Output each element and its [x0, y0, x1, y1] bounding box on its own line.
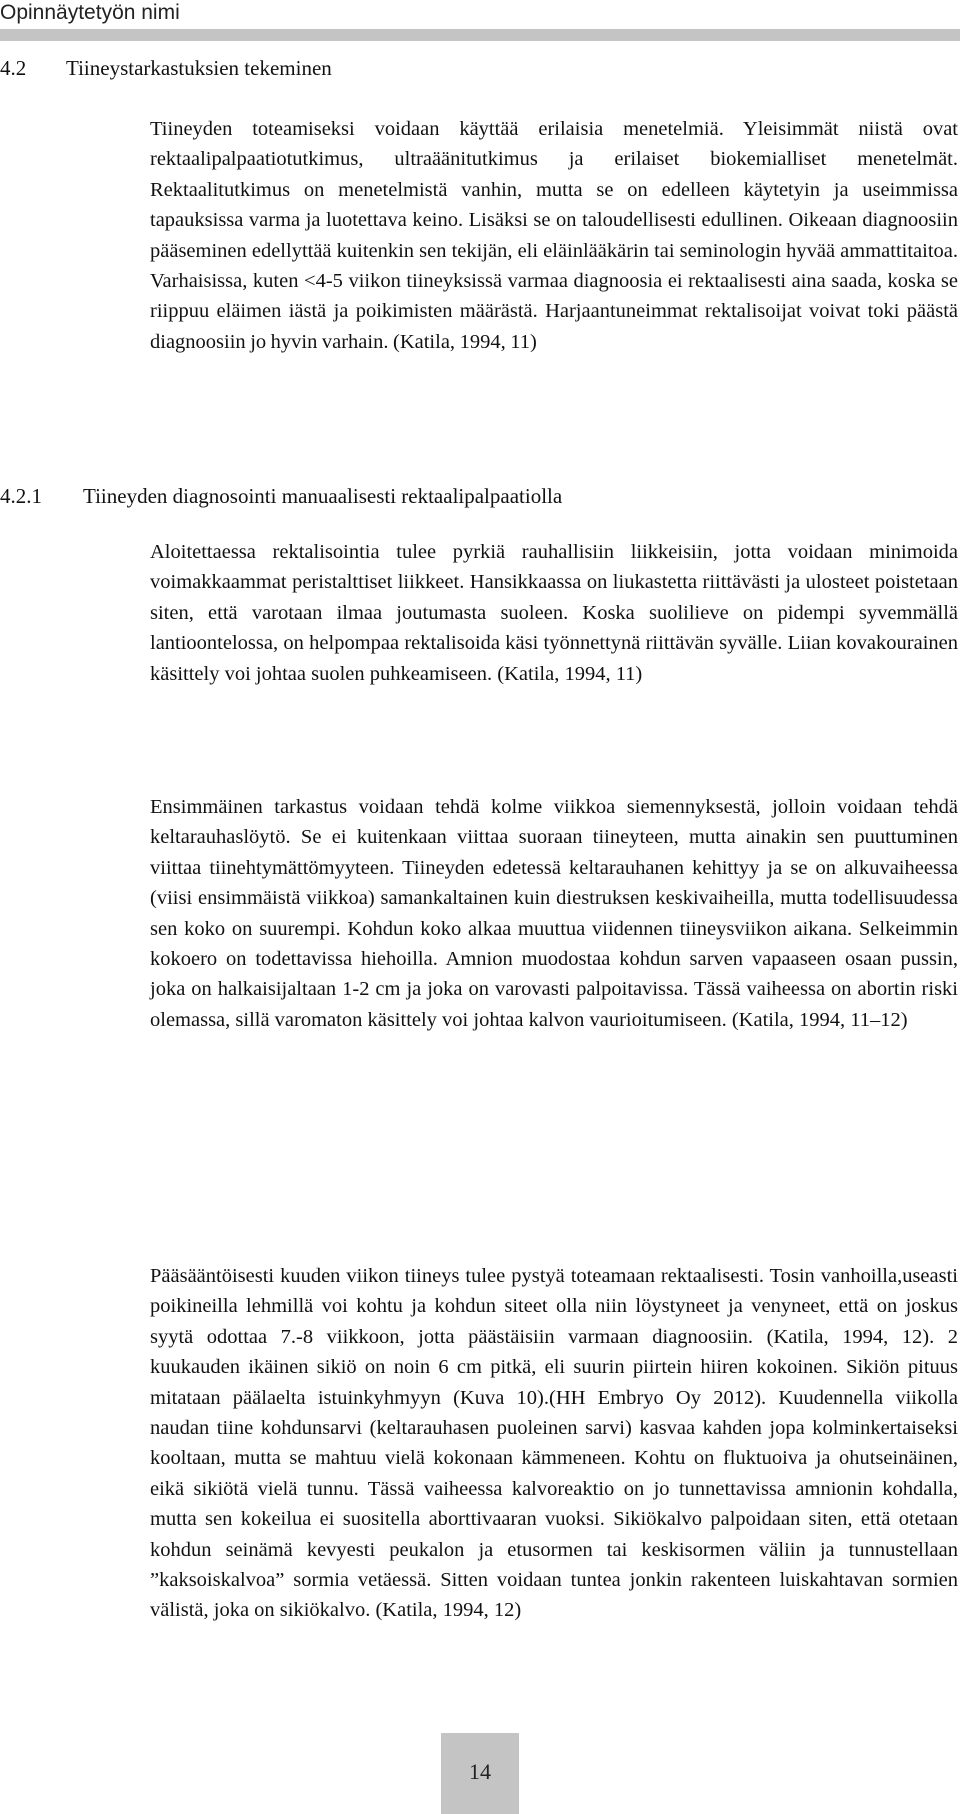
section-heading [0, 54, 332, 82]
running-header-title: Opinnäytetyön nimi [0, 1, 180, 24]
page-number-box [441, 1733, 519, 1814]
subsection-title: Tiineyden diagnosointi manuaalisesti rektaalipalpaatiolla [83, 484, 563, 508]
paragraph: Aloitettaessa rektalisointia tulee pyrkiä rauhallisiin liikkeisiin, jotta voidaan minimoida voimakkaammat peristalttiset liikkeet. Hansikkaassa on liukastetta riittävästi ja ulosteet poistetaan siten, että varotaan ilmaa joutumasta suoleen. Koska suolilieve on pidempi syvemmällä lantioontelossa, on helpompaa rektalisoida käsi työnnettynä riittävän syvälle. Liian kovakourainen käsittely voi johtaa suolen puhkeamiseen. (Katila, 1994, 11) [150, 541, 958, 685]
subsection-number: 4.2.1 [0, 484, 42, 508]
paragraph: Ensimmäinen tarkastus voidaan tehdä kolme viikkoa siemennyksestä, jolloin voidaan tehdä keltarauhaslöytö. Se ei kuitenkaan viittaa suoraan tiineyteen, mutta ainakin sen puuttuminen viittaa tiinehtymättömyyteen. Tiineyden edetessä keltarauhanen kehittyy ja se on alkuvaiheessa (viisi ensimmäistä viikkoa) samankaltainen kuin diestruksen keskivaiheilla, mutta todellisuudessa sen koko on suurempi. Kohdun koko alkaa muuttua viidennen tiineysviikon aikana. Selkeimmin kokoero on todettavissa hiehoilla. Amnion muodostaa kohdun sarven vapaaseen osaan pussin, joka on halkaisijaltaan 1-2 cm ja joka on varovasti palpoitavissa. Tässä vaiheessa on abortin riski olemassa, sillä varomaton käsittely voi johtaa kalvon vaurioitumiseen. (Katila, 1994, 11–12) [150, 796, 958, 1031]
header-rule [0, 29, 960, 41]
paragraph: Tiineyden toteamiseksi voidaan käyttää erilaisia menetelmiä. Yleisimmät niistä ovat rektaalipalpaatiotutkimus, ultraäänitutkimus ja erilaiset biokemialliset menetelmät. Rektaalitutkimus on menetelmistä vanhin, mutta se on edelleen käytetyin ja useimmissa tapauksissa varma ja luotettava keino. Lisäksi se on taloudellisesti edullinen. Oikeaan diagnoosiin pääseminen edellyttää kuitenkin sen tekijän, eli eläinlääkärin tai seminologin hyvää ammattitaitoa. Varhaisissa, kuten <4-5 viikon tiineyksissä varmaa diagnoosia ei rektaalisesti aina saada, koska se riippuu eläimen iästä ja poikimisten määrästä. Harjaantuneimmat rektalisoijat voivat toki päästä diagnoosiin jo hyvin varhain. (Katila, 1994, 11) [150, 118, 958, 353]
page-number: 14 [469, 1759, 491, 1784]
subsection-heading [0, 482, 562, 510]
section-number: 4.2 [0, 56, 27, 80]
paragraph: Pääsääntöisesti kuuden viikon tiineys tulee pystyä toteamaan rektaalisesti. Tosin vanhoilla,useasti poikineilla lehmillä voi kohtu ja kohdun siteet olla niin löystyneet ja venyneet, että on joskus syytä odottaa 7.-8 viikkoon, jotta päästäisiin varmaan diagnoosiin. (Katila, 1994, 12). 2 kuukauden ikäinen sikiö on noin 6 cm pitkä, eli suurin piirtein hiiren kokoinen. Sikiön pituus mitataan päälaelta istuinkyhmyyn (Kuva 10).(HH Embryo Oy 2012). Kuudennella viikolla naudan tiine kohdunsarvi (keltarauhasen puoleinen sarvi) kasvaa kahden jopa kolminkertaiseksi kooltaan, mutta se mahtuu vielä kokonaan kämmeneen. Kohtu on fluktuoiva ja ohutseinäinen, eikä sikiötä vielä tunnu. Tässä vaiheessa kalvoreaktio on jo tunnettavissa amnionin kohdalla, mutta sen kokeilua ei suositella aborttivaaran vuoksi. Sikiökalvo palpoidaan siten, että otetaan kohdun seinämä kevyesti peukalon ja etusormen tai keskisormen väliin ja tunnustellaan ”kaksoiskalvoa” sormia vetäessä. Sitten voidaan tuntea jonkin rakenteen luiskahtavan sormien välistä, joka on sikiökalvo. (Katila, 1994, 12) [150, 1265, 958, 1622]
section-title: Tiineystarkastuksien tekeminen [66, 56, 332, 80]
